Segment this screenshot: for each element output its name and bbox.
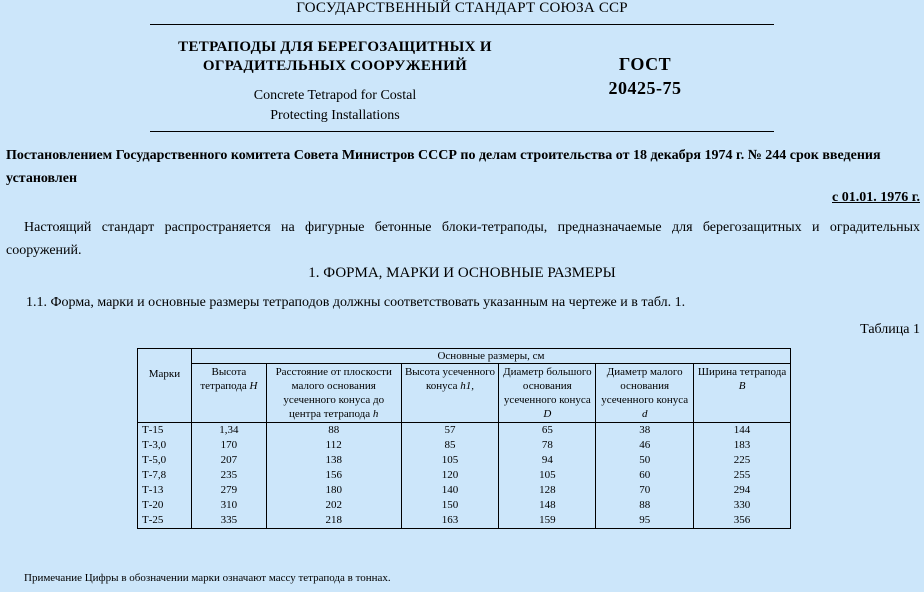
table-row xyxy=(138,438,791,453)
column-header-text: Расстояние от плоскости малого основания усеченного конуса до центра тетрапода xyxy=(275,366,392,420)
table-body xyxy=(138,423,791,529)
column-header-2 xyxy=(266,364,401,423)
value-cell: 294 xyxy=(694,483,791,498)
column-header-symbol: D xyxy=(543,408,552,420)
value-cell: 202 xyxy=(266,498,401,513)
document-title-en xyxy=(150,86,520,126)
column-header-symbol: B xyxy=(738,380,746,392)
column-header-6 xyxy=(694,364,791,423)
title-ru-line-2: ОГРАДИТЕЛЬНЫХ СООРУЖЕНИЙ xyxy=(202,58,468,74)
title-en-line-1: Concrete Tetrapod for Costal xyxy=(253,88,417,103)
column-header-marks: Марки xyxy=(138,349,192,423)
value-cell: 88 xyxy=(596,498,694,513)
dimensions-table xyxy=(137,348,791,529)
column-header-text: Диаметр малого основания усеченного конуса xyxy=(601,366,689,406)
value-cell: 88 xyxy=(266,423,401,439)
value-cell: 78 xyxy=(499,438,596,453)
value-cell: 183 xyxy=(694,438,791,453)
value-cell: 38 xyxy=(596,423,694,439)
column-header-1 xyxy=(191,364,266,423)
mark-cell: Т-13 xyxy=(138,483,192,498)
table-note: Примечание Цифры в обозначении марки означают массу тетрапода в тоннах. xyxy=(24,572,391,584)
value-cell: 60 xyxy=(596,468,694,483)
value-cell: 163 xyxy=(401,513,499,529)
decree-text: Постановлением Государственного комитета Совета Министров СССР по делам строительства от 18 декабря 1974 г. № 244 срок введения установлен xyxy=(6,148,881,186)
value-cell: 335 xyxy=(191,513,266,529)
gost-designation xyxy=(570,52,720,100)
value-cell: 235 xyxy=(191,468,266,483)
column-header-text: Высота тетрапода xyxy=(200,366,247,392)
header-divider-bottom xyxy=(150,131,774,132)
value-cell: 112 xyxy=(266,438,401,453)
mark-cell: Т-7,8 xyxy=(138,468,192,483)
value-cell: 310 xyxy=(191,498,266,513)
value-cell: 225 xyxy=(694,453,791,468)
value-cell: 95 xyxy=(596,513,694,529)
value-cell: 159 xyxy=(499,513,596,529)
gost-label: ГОСТ xyxy=(618,54,672,74)
table-row xyxy=(138,513,791,529)
document-title-ru xyxy=(150,38,520,76)
title-en-line-2: Protecting Installations xyxy=(270,108,400,123)
value-cell: 105 xyxy=(499,468,596,483)
value-cell: 150 xyxy=(401,498,499,513)
value-cell: 50 xyxy=(596,453,694,468)
effective-date: с 01.01. 1976 г. xyxy=(832,190,920,205)
header-divider-top xyxy=(150,24,774,25)
value-cell: 105 xyxy=(401,453,499,468)
value-cell: 70 xyxy=(596,483,694,498)
column-header-text: Ширина тетрапода xyxy=(697,366,787,378)
value-cell: 144 xyxy=(694,423,791,439)
standard-org-title: ГОСУДАРСТВЕННЫЙ СТАНДАРТ СОЮЗА ССР xyxy=(296,0,628,16)
table-label: Таблица 1 xyxy=(860,322,920,337)
group-header: Основные размеры, см xyxy=(191,349,790,364)
column-header-3 xyxy=(401,364,499,423)
value-cell: 85 xyxy=(401,438,499,453)
value-cell: 140 xyxy=(401,483,499,498)
value-cell: 148 xyxy=(499,498,596,513)
column-header-text: Диаметр большого основания усеченного конуса xyxy=(503,366,592,406)
column-header-symbol: H xyxy=(249,380,258,392)
value-cell: 207 xyxy=(191,453,266,468)
column-header-symbol: h1, xyxy=(460,380,475,392)
gost-number: 20425-75 xyxy=(608,78,682,98)
section-title: 1. ФОРМА, МАРКИ И ОСНОВНЫЕ РАЗМЕРЫ xyxy=(308,265,616,281)
value-cell: 170 xyxy=(191,438,266,453)
intro-paragraph: Настоящий стандарт распространяется на фигурные бетонные блоки-тетраподы, предназначаемые для берегозащитных и оградительных сооружений. xyxy=(6,220,920,258)
value-cell: 330 xyxy=(694,498,791,513)
value-cell: 156 xyxy=(266,468,401,483)
mark-cell: Т-3,0 xyxy=(138,438,192,453)
column-header-symbol: h xyxy=(372,408,379,420)
value-cell: 138 xyxy=(266,453,401,468)
column-headers-row xyxy=(138,364,791,423)
value-cell: 46 xyxy=(596,438,694,453)
value-cell: 255 xyxy=(694,468,791,483)
mark-cell: Т-5,0 xyxy=(138,453,192,468)
value-cell: 120 xyxy=(401,468,499,483)
column-header-4 xyxy=(499,364,596,423)
table-row xyxy=(138,468,791,483)
mark-cell: Т-25 xyxy=(138,513,192,529)
mark-cell: Т-15 xyxy=(138,423,192,439)
table-row xyxy=(138,498,791,513)
value-cell: 57 xyxy=(401,423,499,439)
table-row xyxy=(138,483,791,498)
table-row xyxy=(138,453,791,468)
clause-1-1: 1.1. Форма, марки и основные размеры тетраподов должны соответствовать указанным на чертеже и в табл. 1. xyxy=(26,295,686,310)
value-cell: 279 xyxy=(191,483,266,498)
value-cell: 356 xyxy=(694,513,791,529)
column-header-text: Высота усеченного конуса xyxy=(404,366,496,392)
value-cell: 128 xyxy=(499,483,596,498)
value-cell: 94 xyxy=(499,453,596,468)
column-header-symbol: d xyxy=(641,408,648,420)
title-ru-line-1: ТЕТРАПОДЫ ДЛЯ БЕРЕГОЗАЩИТНЫХ И xyxy=(178,39,492,55)
value-cell: 65 xyxy=(499,423,596,439)
value-cell: 218 xyxy=(266,513,401,529)
table-row xyxy=(138,423,791,439)
mark-cell: Т-20 xyxy=(138,498,192,513)
value-cell: 1,34 xyxy=(191,423,266,439)
value-cell: 180 xyxy=(266,483,401,498)
column-header-5 xyxy=(596,364,694,423)
